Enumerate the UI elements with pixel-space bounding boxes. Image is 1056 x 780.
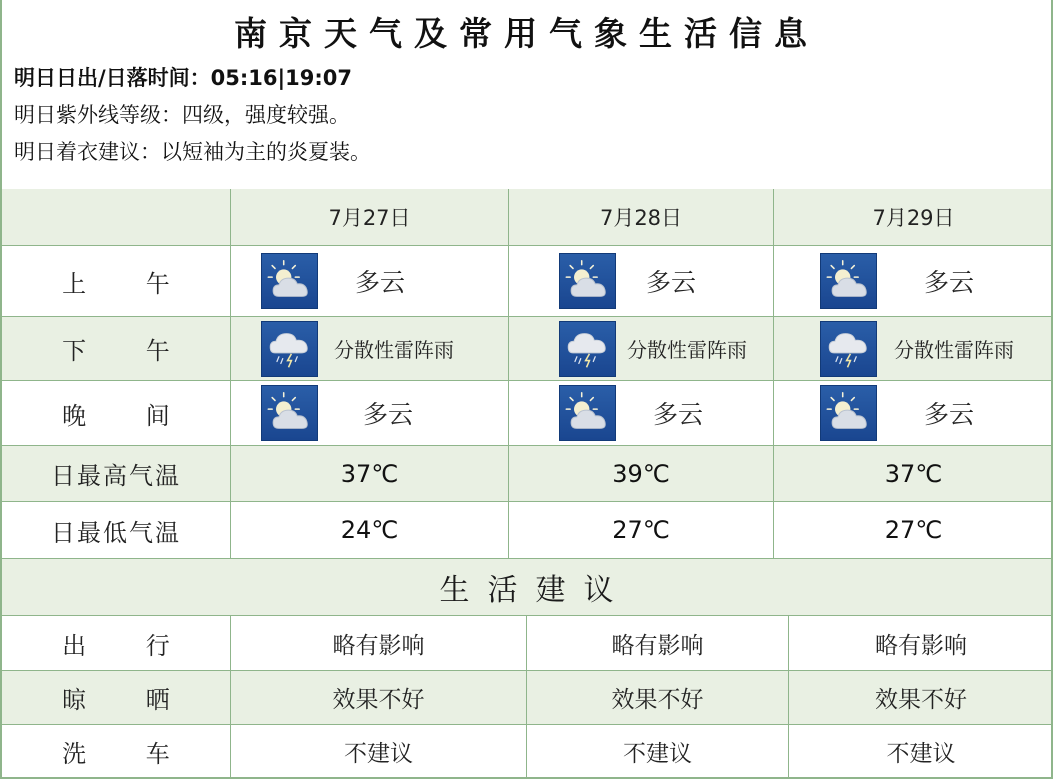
morning-day2 [508,246,773,316]
corner-cell [2,189,230,245]
afternoon-day3-text: 分散性雷阵雨 [894,338,1014,362]
travel-day1: 略有影响 [230,616,526,670]
partly-cloudy-icon [559,385,616,441]
high-temp-day2: 39℃ [508,446,773,501]
carwash-day3: 不建议 [788,725,1053,777]
low-temp-row [2,502,1051,559]
sunrise-sunset-line [14,62,352,92]
info-header [2,0,1051,191]
partly-cloudy-icon [820,385,877,441]
drying-label: 晾 晒 [62,686,196,714]
high-temp-day1: 37℃ [230,446,508,501]
afternoon-row [2,317,1051,381]
morning-day2-text: 多云 [646,268,697,297]
evening-day3 [773,381,1053,445]
low-temp-day3: 27℃ [773,502,1053,558]
uv-level-line: 明日紫外线等级：四级，强度较强。 [14,103,350,127]
date-day1: 7月27日 [230,189,508,245]
partly-cloudy-icon [261,253,318,309]
low-temp-day2: 27℃ [508,502,773,558]
low-temp-day1: 24℃ [230,502,508,558]
drying-day2: 效果不好 [526,671,788,724]
afternoon-day1 [230,317,508,380]
evening-day2-text: 多云 [653,400,704,429]
evening-day1-text: 多云 [363,400,414,429]
life-advice-title: 生活建议 [439,573,632,608]
sunrise-sunset-label: 明日日出/日落时间： [14,65,211,90]
carwash-day2: 不建议 [526,725,788,777]
afternoon-day2-text: 分散性雷阵雨 [627,338,747,362]
life-advice-header-row [2,559,1051,616]
evening-day3-text: 多云 [924,400,975,429]
clothing-advice-line: 明日着衣建议：以短袖为主的炎夏装。 [14,140,371,164]
morning-day3-text: 多云 [924,268,975,297]
drying-day1: 效果不好 [230,671,526,724]
carwash-day1: 不建议 [230,725,526,777]
morning-day1-text: 多云 [355,268,406,297]
high-temp-label: 日最高气温 [51,462,181,490]
date-header-row [2,189,1051,246]
afternoon-day3 [773,317,1053,380]
evening-label: 晚 间 [62,401,196,430]
thunderstorm-icon [261,321,318,377]
partly-cloudy-icon [261,385,318,441]
partly-cloudy-icon [820,253,877,309]
evening-row [2,381,1051,446]
high-temp-day3: 37℃ [773,446,1053,501]
sunrise-sunset-value: 05:16|19:07 [210,66,353,90]
date-day2: 7月28日 [508,189,773,245]
morning-label: 上 午 [62,269,196,298]
travel-label: 出 行 [62,631,196,660]
carwash-label: 洗 车 [62,739,196,768]
afternoon-label: 下 午 [62,337,196,365]
date-day3: 7月29日 [773,189,1053,245]
morning-day1 [230,246,508,316]
travel-day3: 略有影响 [788,616,1053,670]
evening-day1 [230,381,508,445]
partly-cloudy-icon [559,253,616,309]
drying-row [2,671,1051,725]
thunderstorm-icon [559,321,616,377]
travel-day2: 略有影响 [526,616,788,670]
morning-row [2,246,1051,317]
carwash-row [2,725,1051,779]
low-temp-label: 日最低气温 [51,518,181,547]
travel-row [2,616,1051,671]
afternoon-day1-text: 分散性雷阵雨 [334,338,454,362]
drying-day3: 效果不好 [788,671,1053,724]
high-temp-row [2,446,1051,502]
page-title: 南京天气及常用气象生活信息 [234,14,819,53]
evening-day2 [508,381,773,445]
thunderstorm-icon [820,321,877,377]
afternoon-day2 [508,317,773,380]
morning-day3 [773,246,1053,316]
